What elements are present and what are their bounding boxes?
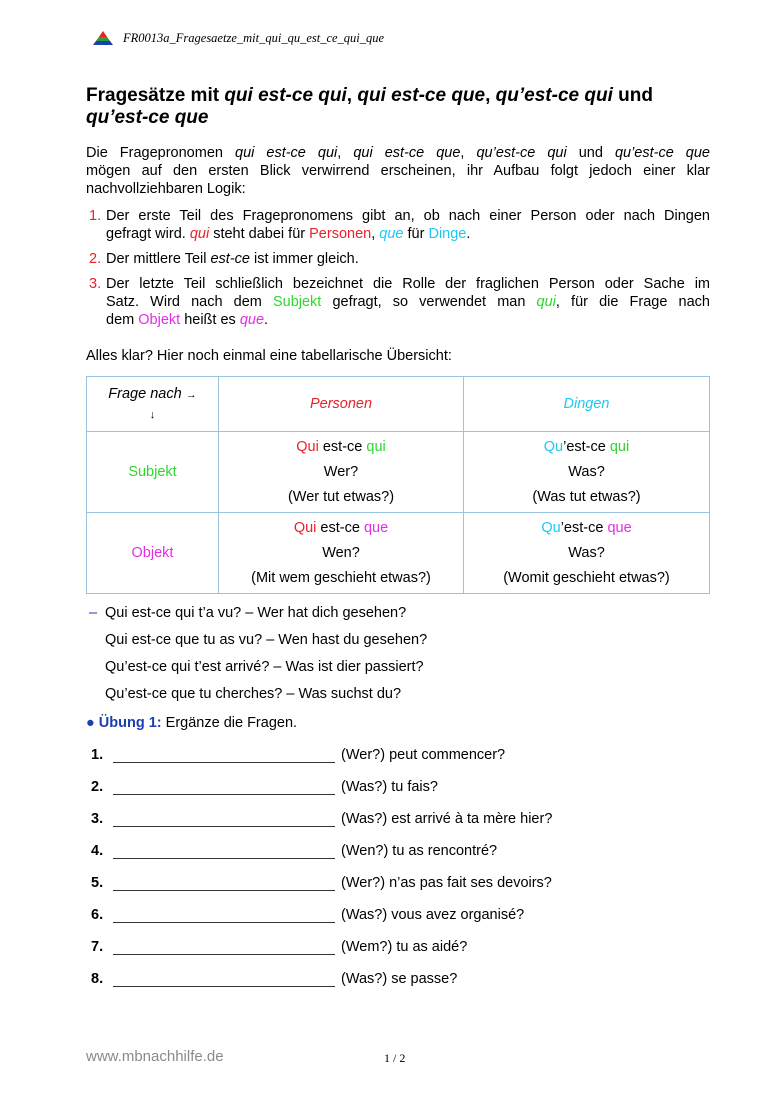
answer-blank[interactable] [113, 843, 335, 859]
list-item: Qui est-ce que tu as vu? – Wen hast du gesehen? [105, 632, 428, 648]
list-item: Qu’est-ce qui t’est arrivé? – Was ist dier passiert? [105, 659, 424, 675]
answer-blank[interactable] [113, 779, 335, 795]
exercise-item: 8. (Was?) se passe? [91, 971, 458, 987]
summary-text: Alles klar? Hier noch einmal eine tabellarische Übersicht: [86, 348, 452, 364]
bullet-dot-icon: ● [86, 715, 95, 731]
column-header-dingen: Dingen [464, 377, 710, 432]
exercise-list [86, 747, 552, 1003]
cell-personen-subjekt: Qui est-ce qui Wer? (Wer tut etwas?) [219, 432, 464, 513]
exercise-item: 6. (Was?) vous avez organisé? [91, 907, 525, 923]
row-label-subjekt: Subjekt [87, 432, 219, 513]
cell-dingen-objekt: Qu’est-ce que Was? (Womit geschieht etwas?) [464, 513, 710, 594]
exercise-item: 3. (Was?) est arrivé à ta mère hier? [91, 811, 553, 827]
page-title: Fragesätze mit qui est-ce qui, qui est-ce que, qu’est-ce qui und qu’est-ce que [86, 85, 653, 128]
table-header-row [87, 377, 710, 432]
cell-personen-objekt: Qui est-ce que Wen? (Mit wem geschieht etwas?) [219, 513, 464, 594]
exercise-item: 7. (Wem?) tu as aidé? [91, 939, 468, 955]
pyramid-logo-icon [92, 30, 114, 46]
answer-blank[interactable] [113, 811, 335, 827]
column-header-personen: Personen [219, 377, 464, 432]
page-number: 1 / 2 [384, 1051, 406, 1065]
exercise-item: 4. (Wen?) tu as rencontré? [91, 843, 498, 859]
overview-table [86, 376, 710, 594]
rule-item: 3. Der letzte Teil schließlich bezeichnet die Rolle der fraglichen Person oder Sache im Satz. Wird nach dem Subjekt gefragt, so verwendet man qui, für die Frage nach dem Objekt heißt es que. [89, 276, 710, 328]
exercise-item: 5. (Wer?) n’as pas fait ses devoirs? [91, 875, 552, 891]
exercise-heading: ● Übung 1: Ergänze die Fragen. [86, 715, 298, 731]
answer-blank[interactable] [113, 971, 335, 987]
rules-list [86, 207, 710, 336]
answer-blank[interactable] [113, 907, 335, 923]
rule-item: 1. Der erste Teil des Fragepronomens gibt an, ob nach einer Person oder nach Dingen gefragt wird. qui steht dabei für Personen, que für Dinge. [89, 208, 710, 242]
answer-blank[interactable] [113, 747, 335, 763]
answer-blank[interactable] [113, 875, 335, 891]
exercise-item: 2. (Was?) tu fais? [91, 779, 438, 795]
rule-item: 2. Der mittlere Teil est-ce ist immer gleich. [89, 251, 359, 267]
document-filename: FR0013a_Fragesaetze_mit_qui_qu_est_ce_qui_que [123, 30, 385, 45]
row-label-objekt: Objekt [87, 513, 219, 594]
list-item: – Qui est-ce qui t’a vu? – Wer hat dich gesehen? [86, 600, 427, 627]
table-corner-cell: Frage nach → ↓ [87, 377, 219, 432]
document-header [92, 29, 384, 47]
cell-dingen-subjekt: Qu’est-ce qui Was? (Was tut etwas?) [464, 432, 710, 513]
exercise-item: 1. (Wer?) peut commencer? [91, 747, 506, 763]
dash-bullet-icon: – [89, 605, 98, 621]
table-row [87, 513, 710, 594]
list-item: Qu’est-ce que tu cherches? – Was suchst du? [105, 686, 402, 702]
footer-url: www.mbnachhilfe.de [86, 1048, 224, 1065]
intro-paragraph: Die Fragepronomen qui est-ce qui, qui est-ce que, qu’est-ce qui und qu’est-ce que mögen auf den ersten Blick verwirrend erscheinen, ihr Aufbau folgt jedoch einer klar nachvollziehbaren Logik: [86, 145, 710, 197]
example-sentences [86, 600, 427, 708]
table-row [87, 432, 710, 513]
answer-blank[interactable] [113, 939, 335, 955]
